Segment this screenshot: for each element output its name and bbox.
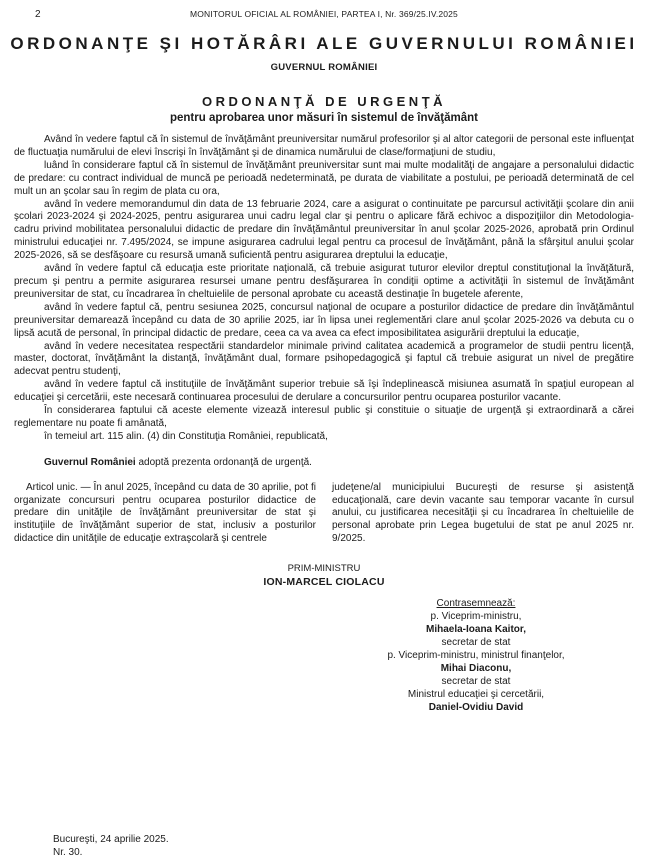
countersign-name: Daniel-Ovidiu David [428,701,524,713]
countersign-role: secretar de stat [441,675,511,687]
preamble-paragraph: în temeiul art. 115 alin. (4) din Constituţia României, republicată, [44,430,328,442]
pm-title: PRIM-MINISTRU [287,563,361,575]
preamble-paragraph: având în vedere memorandumul din data de 13 februarie 2024, care a asigurat o continuitate pe parcursul activităţii şcolare din anii şcolari 2023-2024 şi 2024-2025, pentru asigurarea unui cadru legal clar şi pentru o aplicare fără echivoc a dispoziţiilor din Metodologia-cadru privind mobilitatea personalului didactic de predare din învăţământul preuniversitar în anul şcolar 2025-2026, aprobată prin Ordinul ministrului educaţiei nr. 7.495/2024, se impune asigurarea cadrului legal pentru ca procesul de învăţământ, până la sfârşitul anului şcolar 2025-2026, să se desfăşoare cu resursă umană suficientă pentru asigurarea dreptului la educaţie, [14,198,634,262]
preamble-paragraph: luând în considerare faptul că în sistemul de învăţământ preuniversitar sunt mai multe modalităţi de angajare a personalului didactic de predare: cu contract individual de muncă pe perioadă nedeterminată, pe durata de viabilitate a postului, pe perioadă determinată de cel mult un an şcolar sau în regim de plata cu ora, [14,159,634,197]
countersign-role: p. Viceprim-ministru, ministrul finanţelor, [387,650,565,661]
article-column-left [14,482,316,547]
article-text-right: judeţene/al municipiului Bucureşti de resurse şi asistenţă educaţională, care devin vacante sau temporar vacante în cursul anului, cu justificarea necesităţii şi cu încadrarea în cheltuielile de personal aprobate prin Legea bugetului de stat pe anul 2025 nr. 9/2025. [332,481,634,545]
enactment-line [14,457,634,470]
countersign-name: Mihai Diaconu, [440,662,512,674]
countersign-role: secretar de stat [441,637,511,649]
page-number: 2 [35,9,41,20]
preamble-paragraph: având în vedere necesitatea respectării standardelor minimale privind calitatea academică a programelor de studii pentru licenţă, master, doctorat, învăţământ la distanţă, învăţământ dual, formare psihopedagogică şi faptul că trebuie asigurat un nivel de pregătire adecvat pentru studenţi, [14,340,634,378]
act-subtitle: pentru aprobarea unor măsuri în sistemul de învăţământ [169,112,479,124]
footer-act-number: Nr. 30. [53,847,83,858]
pm-name: ION-MARCEL CIOLACU [263,576,385,589]
enactment-issuer: Guvernul României [44,456,136,468]
preamble-paragraph: Având în vedere faptul că în sistemul de învăţământ preuniversitar numărul profesorilor şi al altor categorii de personal este influenţat de fluctuaţia numărului de elevi înscrişi în învăţământ şi de dinamica numărului de clase/formaţiuni de studiu, [14,134,634,158]
countersign-role: Ministrul educaţiei şi cercetării, [407,688,545,700]
preamble-paragraph: În considerarea faptului că aceste elemente vizează interesul public şi constituie o situaţie de urgenţă şi extraordinară a cărei reglementare nu poate fi amânată, [14,405,634,429]
act-title: ORDONANŢĂ DE URGENŢĂ [201,94,447,109]
section-heading: ORDONANŢE ŞI HOTĂRÂRI ALE GUVERNULUI ROMÂNIEI [10,34,638,53]
countersign-name: Mihaela-Ioana Kaitor, [425,624,527,636]
article-text-left: Articol unic. — În anul 2025, începând cu data de 30 aprilie, pot fi organizate concursuri pentru ocuparea posturilor didactice de predare din unităţile de învăţământ preuniversitar de stat şi instituţiile de învăţământ superior de stat, inclusiv a posturilor didactice din unităţile de educaţie extraşcolară şi centrele [14,481,316,545]
masthead-title: MONITORUL OFICIAL AL ROMÂNIEI, PARTEA I, Nr. 369/25.IV.2025 [190,9,458,19]
page-header [0,0,648,22]
act-footer [53,833,169,859]
countersign-label: Contrasemnează: [436,598,516,610]
signature-block [0,563,648,588]
preamble-paragraph: având în vedere faptul că instituţiile de învăţământ superior trebuie să îşi îndeplinească misiunea asumată în spaţiul european al educaţiei şi cercetării, este necesară continuarea procesului de derulare a concursurilor pentru ocuparea posturilor vacante. [14,379,634,404]
article-column-right [332,482,634,547]
footer-place-date: Bucureşti, 24 aprilie 2025. [53,834,169,845]
enactment-text: adoptă prezenta ordonanţă de urgenţă. [135,456,312,468]
countersign-block [316,598,636,715]
issuer-heading: GUVERNUL ROMÂNIEI [270,62,378,73]
countersign-role: p. Viceprim-ministru, [430,611,522,623]
preamble [14,134,634,444]
article-body [14,482,634,547]
preamble-paragraph: având în vedere faptul că, pentru sesiunea 2025, concursul naţional de ocupare a posturilor didactice de predare din învăţământul preuniversitar demarează începând cu data de 30 aprilie 2025, iar în lipsa unei reglementări clare anul şcolar 2025-2026 va debuta cu o lipsă acută de personal, în principal didactic de predare, ceea ca va avea ca efect imposibilitatea asigurării dreptului la educaţie, [14,301,634,339]
preamble-paragraph: având în vedere faptul că educaţia este prioritate naţională, că trebuie asigurat tuturor elevilor dreptul constituţional la învăţătură, precum şi pentru a permite asigurarea resursei umane pentru desfăşurarea în condiţii optime a activităţii în sistemul de învăţământ preuniversitar de stat, cu încadrarea în cheltuielile de personal aprobate cu această destinaţie în bugetele aferente, [14,263,634,300]
